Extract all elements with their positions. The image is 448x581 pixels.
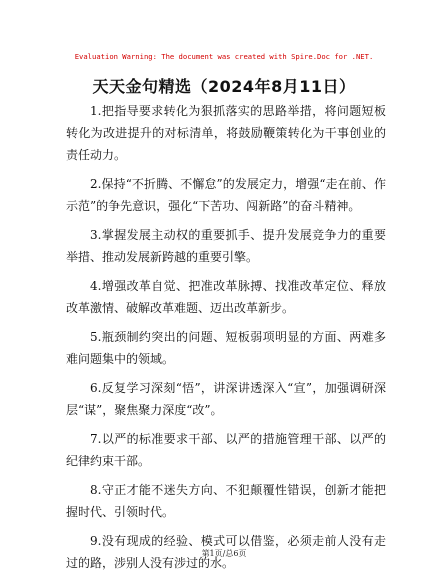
quote-list	[66, 100, 386, 581]
list-item: 5.瓶颈制约突出的问题、短板弱项明显的方面、两难多难问题集中的领域。	[66, 330, 386, 366]
list-item: 3.掌握发展主动权的重要抓手、提升发展竞争力的重要举措、推动发展新跨越的重要引擎。	[66, 228, 386, 264]
page-number-footer: 第1页/总6页	[201, 549, 247, 558]
list-item: 7.以严的标准要求干部、以严的措施管理干部、以严的纪律约束干部。	[66, 432, 386, 468]
list-item: 8.守正才能不迷失方向、不犯颠覆性错误，创新才能把握时代、引领时代。	[66, 483, 386, 519]
list-item: 4.增强改革自觉、把准改革脉搏、找准改革定位、释放改革激情、破解改革难题、迈出改革新步。	[66, 279, 386, 315]
list-item: 9.没有现成的经验、模式可以借鉴，必须走前人没有走过的路，涉别人没有涉过的水。	[66, 534, 386, 570]
list-item: 1.把指导要求转化为狠抓落实的思路举措，将问题短板转化为改进提升的对标清单，将鼓励鞭策转化为干事创业的责任动力。	[66, 104, 386, 162]
list-item: 6.反复学习深刻“悟”，讲深讲透深入“宣”，加强调研深层“谋”，聚焦聚力深度“改”。	[66, 381, 386, 417]
list-item: 2.保持“不折腾、不懈怠”的发展定力，增强“走在前、作示范”的争先意识，强化“下苦功、闯新路”的奋斗精神。	[66, 177, 386, 213]
page-title: 天天金句精选（2024年8月11日）	[92, 77, 356, 96]
evaluation-warning: Evaluation Warning: The document was created with Spire.Doc for .NET.	[74, 52, 374, 61]
